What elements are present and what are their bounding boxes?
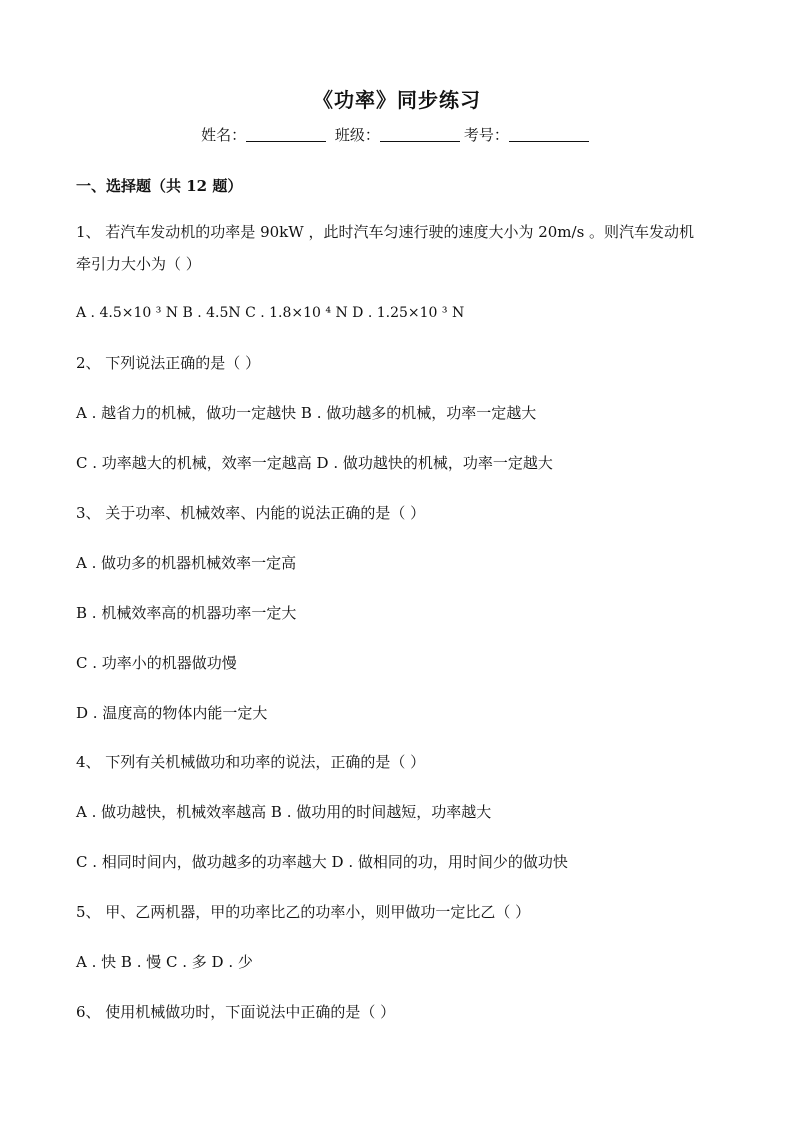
page-title: 《功率》同步练习 [313, 88, 481, 112]
q3-option-b: B . 机械效率高的机器功率一定大 [76, 604, 297, 622]
q1-stem-line-1: 1、 若汽车发动机的功率是 90kW ，此时汽车匀速行驶的速度大小为 20m/s 。则汽车发动机 [76, 223, 695, 241]
q1-options: A . 4.5×10 ³ N B . 4.5N C . 1.8×10 ⁴ N D . 1.25×10 ³ N [76, 305, 465, 321]
q3-option-c: C . 功率小的机器做功慢 [76, 654, 237, 672]
q2-options-line-2: C . 功率越大的机械，效率一定越高 D . 做功越快的机械，功率一定越大 [76, 454, 553, 472]
q4-options-line-1: A . 做功越快，机械效率越高 B . 做功用的时间越短，功率越大 [76, 803, 492, 821]
q2-options-line-1: A . 越省力的机械，做功一定越快 B . 做功越多的机械，功率一定越大 [76, 404, 537, 422]
q4-stem: 4、 下列有关机械做功和功率的说法，正确的是（ ） [76, 753, 426, 771]
q6-stem: 6、 使用机械做功时，下面说法中正确的是（ ） [76, 1003, 396, 1021]
section-heading: 一、选择题（共 12 题） [76, 177, 243, 195]
class-label: 班级： [334, 126, 380, 144]
q3-option-a: A . 做功多的机器机械效率一定高 [76, 554, 297, 572]
name-label: 姓名： [201, 126, 247, 144]
q1-stem-line-2: 牵引力大小为（ ） [76, 255, 201, 273]
q4-options-line-2: C . 相同时间内，做功越多的功率越大 D . 做相同的功，用时间少的做功快 [76, 853, 568, 871]
exam-blank[interactable] [509, 127, 589, 142]
exam-label: 考号： [463, 126, 509, 144]
class-blank[interactable] [380, 127, 460, 142]
student-info-row [0, 124, 794, 145]
q3-stem: 3、 关于功率、机械效率、内能的说法正确的是（ ） [76, 504, 426, 522]
q3-option-d: D . 温度高的物体内能一定大 [76, 704, 268, 722]
q2-stem: 2、 下列说法正确的是（ ） [76, 354, 261, 372]
q5-stem: 5、 甲、乙两机器，甲的功率比乙的功率小，则甲做功一定比乙（ ） [76, 903, 531, 921]
name-blank[interactable] [246, 127, 326, 142]
q5-options: A . 快 B . 慢 C . 多 D . 少 [76, 953, 253, 971]
